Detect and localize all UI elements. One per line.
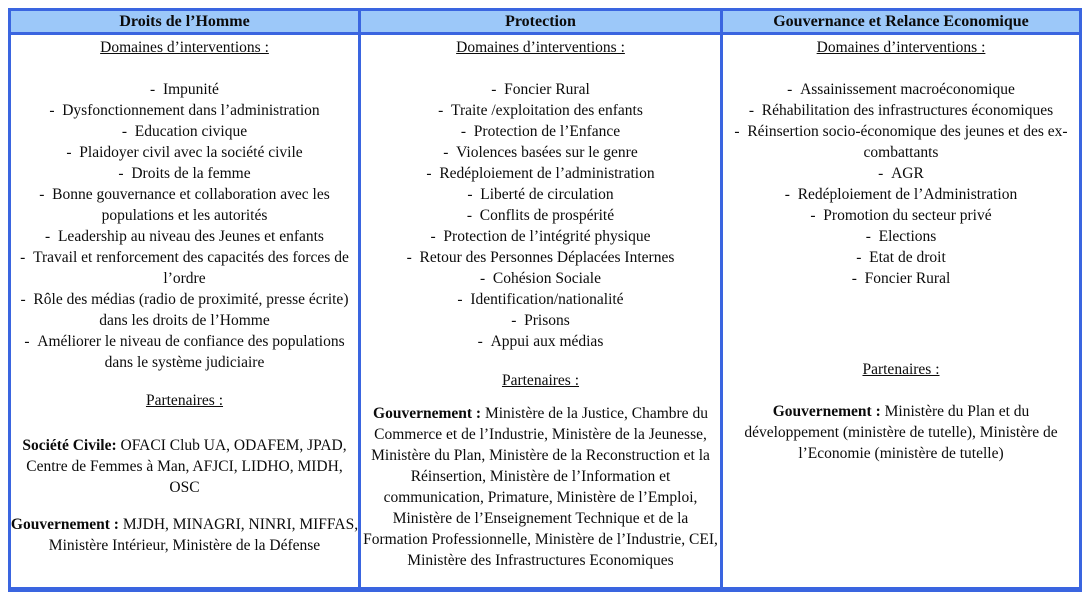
intervention-matrix-table	[8, 8, 1082, 592]
partner-group: Gouvernement : Ministère de la Justice, Chambre du Commerce et de l’Industrie, Ministère de la Jeunesse, Ministère du Plan, Ministère de la Reconstruction et la Réinsertion, Ministère de l’Information et communication, Primature, Ministère de l’Emploi, Ministère de l’Enseignement Technique et de la Formation Professionnelle, Ministère de l’Industrie, CEI, Ministère des Infrastructures Economiques	[363, 405, 718, 569]
domain-item: - Cohésion Sociale	[366, 268, 715, 289]
domain-item: - Redéploiement de l’administration	[366, 163, 715, 184]
partner-group-label: Gouvernement :	[772, 403, 881, 420]
domain-item: - Dysfonctionnement dans l’administration	[16, 100, 353, 121]
domain-item: - Prisons	[366, 310, 715, 331]
partners-heading: Partenaires :	[145, 392, 224, 409]
domain-item: - Identification/nationalité	[366, 289, 715, 310]
domain-item: - Redéploiement de l’Administration	[728, 184, 1074, 205]
domain-item: - Droits de la femme	[16, 163, 353, 184]
partners-heading: Partenaires :	[501, 372, 580, 389]
domains-list	[16, 79, 353, 373]
partner-groups	[728, 401, 1074, 464]
domain-item: - Conflits de prospérité	[366, 205, 715, 226]
domain-item: - Leadership au niveau des Jeunes et enfants	[16, 226, 353, 247]
domain-item: - Foncier Rural	[366, 79, 715, 100]
partners-heading: Partenaires :	[862, 361, 940, 378]
column-body	[11, 35, 358, 587]
partner-group-label: Société Civile:	[22, 437, 117, 454]
theme-column	[11, 11, 361, 587]
column-title: Gouvernance et Relance Economique	[773, 12, 1029, 30]
column-header	[11, 11, 358, 35]
domain-item: - Assainissement macroéconomique	[728, 79, 1074, 100]
domain-item: - Promotion du secteur privé	[728, 205, 1074, 226]
domains-heading: Domaines d’interventions :	[100, 39, 269, 56]
domain-item: - Etat de droit	[728, 247, 1074, 268]
domain-item: - Appui aux médias	[366, 331, 715, 352]
partner-groups	[11, 435, 358, 556]
domain-item: - Liberté de circulation	[366, 184, 715, 205]
domain-item: - Protection de l’Enfance	[366, 121, 715, 142]
partner-groups	[363, 403, 718, 571]
domains-heading: Domaines d’interventions :	[816, 39, 986, 56]
partner-group: Gouvernement : Ministère du Plan et du développement (ministère de tutelle), Ministère de l’Economie (ministère de tutelle)	[744, 403, 1058, 462]
domains-list	[728, 79, 1074, 289]
domain-item: - Travail et renforcement des capacités des forces de l’ordre	[16, 247, 353, 289]
theme-column	[723, 11, 1079, 587]
domain-item: - Améliorer le niveau de confiance des populations dans le système judiciaire	[16, 331, 353, 373]
domain-item: - Bonne gouvernance et collaboration avec les populations et les autorités	[16, 184, 353, 226]
domain-item: - Traite /exploitation des enfants	[366, 100, 715, 121]
domain-item: - AGR	[728, 163, 1074, 184]
column-title: Droits de l’Homme	[119, 12, 250, 30]
domain-item: - Réinsertion socio-économique des jeunes et des ex-combattants	[728, 121, 1074, 163]
column-header	[361, 11, 720, 35]
domain-item: - Foncier Rural	[728, 268, 1074, 289]
domain-item: - Elections	[728, 226, 1074, 247]
column-body	[723, 35, 1079, 587]
domain-item: - Rôle des médias (radio de proximité, presse écrite) dans les droits de l’Homme	[16, 289, 353, 331]
domain-item: - Retour des Personnes Déplacées Internes	[366, 247, 715, 268]
domain-item: - Réhabilitation des infrastructures économiques	[728, 100, 1074, 121]
domain-item: - Impunité	[16, 79, 353, 100]
partner-group-label: Gouvernement :	[373, 405, 482, 422]
column-title: Protection	[505, 12, 576, 30]
partner-group: Société Civile: OFACI Club UA, ODAFEM, JPAD, Centre de Femmes à Man, AFJCI, LIDHO, MIDH, OSC	[22, 437, 347, 496]
domains-heading: Domaines d’interventions :	[456, 39, 625, 56]
column-header	[723, 11, 1079, 35]
column-body	[361, 35, 720, 587]
domain-item: - Violences basées sur le genre	[366, 142, 715, 163]
domain-item: - Protection de l’intégrité physique	[366, 226, 715, 247]
partner-group: Gouvernement : MJDH, MINAGRI, NINRI, MIFFAS, Ministère Intérieur, Ministère de la Défense	[11, 516, 358, 554]
theme-column	[361, 11, 723, 587]
domains-list	[366, 79, 715, 352]
partner-group-label: Gouvernement :	[11, 516, 119, 533]
domain-item: - Education civique	[16, 121, 353, 142]
domain-item: - Plaidoyer civil avec la société civile	[16, 142, 353, 163]
